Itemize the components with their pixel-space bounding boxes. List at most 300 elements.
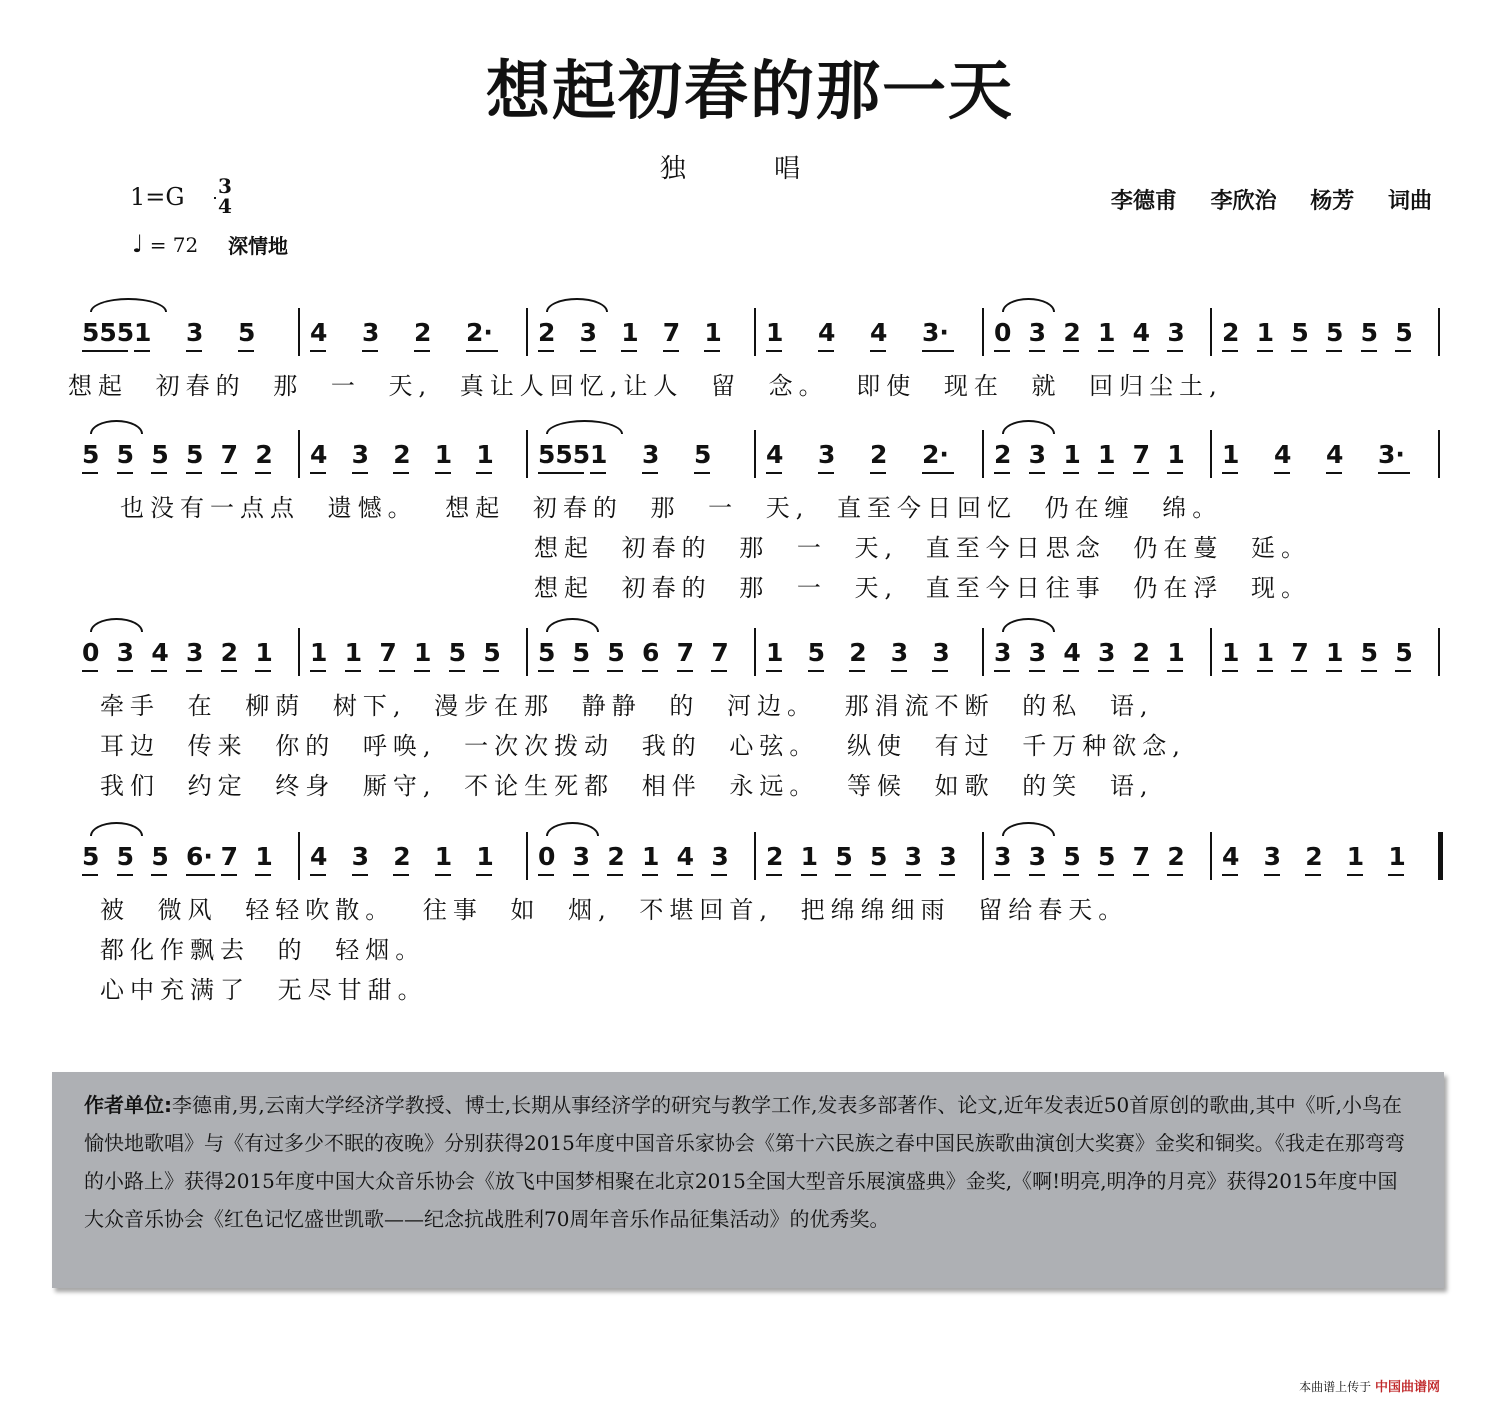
lyric-line: 我们 约定 终身 厮守, 不论生死都 相伴 永远。 等候 如歌 的笑 语, [100,772,1154,800]
note: 4 [1132,318,1151,347]
slur [546,298,608,312]
note-underline [1264,874,1280,876]
note: 5 [1395,638,1413,667]
author-bio-box [52,1072,1444,1288]
note: 3 [994,638,1012,667]
note: 5 [448,638,467,667]
note-underline [1361,350,1377,352]
note: 5 [694,440,712,469]
note: 555 [82,318,135,347]
note: 1 [1256,318,1275,347]
note-underline [362,350,378,352]
note: 5 [1098,842,1116,871]
note-underline [642,670,658,672]
slur [1002,298,1055,312]
note-underline [1029,350,1045,352]
note: 3 [351,440,369,469]
note-underline [1098,874,1114,876]
note: 5 [186,440,204,469]
note: 1 [255,842,273,871]
note: 1 [1098,318,1116,347]
note: 3 [351,842,369,871]
bio-text: 李德甫,男,云南大学经济学教授、博士,长期从事经济学的研究与教学工作,发表多部著作、论文,近年发表近50首原创的歌曲,其中《听,小鸟在愉快地歌唱》与《有过多少不眠的夜晚》分别获得2015年度中国音乐家协会《第十六民族之春中国民族歌曲演创大奖赛》金奖和铜奖。《我走在那弯弯的小路上》获得2015年度中国大众音乐协会《放飞中国梦相聚在北京2015全国大型音乐展演盛典》金奖,《啊!明亮,明净的月亮》获得2015年度中国大众音乐协会《红色记忆盛世凯歌——纪念抗战胜利70周年音乐作品征集活动》的优秀奖。 [84,1093,1405,1231]
note: 5 [1360,318,1379,347]
note-underline [1388,874,1404,876]
note-underline [607,670,623,672]
note-underline [994,350,1010,352]
note-underline [186,472,202,474]
barline [526,308,528,356]
note: 3 [932,638,950,667]
note-underline [1274,472,1290,474]
note-underline [711,874,727,876]
note: 1 [414,638,432,667]
note: 5 [870,842,888,871]
note-underline [922,350,954,352]
note-underline [580,350,596,352]
note: 2 [870,440,888,469]
note: 3 [1167,318,1185,347]
note-underline [1291,670,1307,672]
note-underline [891,670,907,672]
credit-role: 词曲 [1387,189,1432,214]
note: 4 [870,318,888,347]
lyric-line: 耳边 传来 你的 呼唤, 一次次拨动 我的 心弦。 纵使 有过 千万种欲念, [100,732,1186,760]
note: 1 [590,440,608,469]
note-underline [1347,874,1363,876]
note-underline [642,874,658,876]
note-underline [151,472,167,474]
note-underline [573,874,589,876]
barline [298,308,300,356]
note-underline [255,472,271,474]
note-underline [435,874,451,876]
lyric-line: 想起 初春的 那 一 天, 直至今日往事 仍在浮 现。 [534,574,1312,602]
note-underline [870,472,886,474]
note-underline [186,670,202,672]
note-underline [1167,350,1183,352]
note: 3 [116,638,135,667]
note-underline [117,670,133,672]
note: 0 [82,638,100,667]
note: 1 [1256,638,1275,667]
tempo-value: = 72 [149,233,199,257]
barline [982,430,984,478]
note-underline [1133,350,1149,352]
note-underline [538,472,584,474]
note: 7 [1291,638,1309,667]
note: 1 [1167,638,1185,667]
note-underline [573,670,589,672]
note: 3 [186,638,204,667]
note: 4 [1222,842,1240,871]
note: 1 [1346,842,1365,871]
note-underline [766,874,782,876]
note: 1 [476,440,494,469]
note-underline [642,472,658,474]
slur [546,420,623,434]
note-underline [1063,874,1079,876]
note: 3 [1028,440,1047,469]
barline [982,308,984,356]
author-2: 李欣治 [1210,189,1277,214]
note-underline [466,350,498,352]
note-underline [994,874,1010,876]
note-underline [117,472,133,474]
note: 7 [676,638,695,667]
note: 3 [186,318,204,347]
barline [982,628,984,676]
note-underline [1167,472,1183,474]
barline [526,832,528,880]
note-underline [345,670,361,672]
note: 1 [642,842,660,871]
note: 0 [538,842,556,871]
note-underline [1098,350,1114,352]
lyric-line: 想起 初春的 那 一 天, 直至今日思念 仍在蔓 延。 [534,534,1312,562]
note-underline [310,874,326,876]
note-underline [255,874,271,876]
note: 1 [1098,440,1116,469]
lyric-line: 牵手 在 柳荫 树下, 漫步在那 静静 的 河边。 那涓流不断 的私 语, [100,692,1154,720]
note-underline [939,874,955,876]
slur [90,420,143,434]
note-underline [711,670,727,672]
lyric-line: 心中充满了 无尽甘甜。 [100,976,428,1004]
slur [90,822,143,836]
barline [754,430,756,478]
note-underline [994,670,1010,672]
note: 1 [434,842,453,871]
note: 2 [1222,318,1240,347]
note-underline [1133,472,1149,474]
source-footer [1299,1376,1440,1395]
note: 2 [1167,842,1185,871]
note-underline [393,874,409,876]
barline [298,628,300,676]
note-underline [694,472,710,474]
note-underline [1395,350,1411,352]
note-underline [1222,670,1238,672]
note-underline [352,874,368,876]
note-underline [663,350,679,352]
barline-end [1438,832,1443,880]
note: 3 [939,842,957,871]
note: 5 [1291,318,1309,347]
note: 5 [1395,318,1413,347]
note: 6 [642,638,660,667]
note-underline [1098,670,1114,672]
note-underline [1291,350,1307,352]
note-underline [808,670,824,672]
note-underline [221,874,237,876]
note: 2 [849,638,867,667]
note: 1 [134,318,152,347]
note: 2 [1305,842,1323,871]
note-underline [818,472,834,474]
note: 4 [310,440,328,469]
note-underline [393,472,409,474]
note-underline [870,350,886,352]
note-underline [1167,670,1183,672]
time-bottom: 4 [218,194,232,218]
note: 1 [621,318,639,347]
note-underline [310,350,326,352]
barline-end [1438,308,1440,356]
lyric-line: 都化作飘去 的 轻烟。 [100,936,426,964]
note-underline [476,472,492,474]
note: 5 [607,638,625,667]
note: 1 [1063,440,1081,469]
note: 3 [994,842,1012,871]
note: 7 [220,842,239,871]
note: 1 [704,318,722,347]
note-underline [1222,874,1238,876]
barline [1210,832,1212,880]
note-underline [704,350,720,352]
note: 5 [835,842,853,871]
quarter-note-icon: ♩ [132,230,144,258]
note: 7 [379,638,397,667]
note-underline [766,670,782,672]
note-underline [238,350,254,352]
bio-label: 作者单位: [84,1093,172,1117]
note: 1 [766,638,784,667]
note-underline [835,874,851,876]
note-underline [1167,874,1183,876]
note-underline [1222,472,1238,474]
note: 4 [151,638,169,667]
note: 2 [538,318,556,347]
note-underline [766,472,782,474]
note: 1 [310,638,328,667]
note-underline [1326,350,1342,352]
note-underline [677,670,693,672]
note: 1 [766,318,784,347]
note-underline [1257,350,1273,352]
note: 0 [994,318,1012,347]
note-underline [818,350,834,352]
note: 1 [1167,440,1185,469]
barline [754,832,756,880]
note: 2 [393,842,411,871]
slur [90,298,167,312]
note: 5 [82,440,100,469]
note-underline [1063,472,1079,474]
note: 4 [766,440,784,469]
barline [298,832,300,880]
note: 5 [1326,318,1344,347]
note: 3 [818,440,836,469]
slur [546,822,599,836]
note-underline [538,350,554,352]
note-underline [801,874,817,876]
author-1: 李德甫 [1110,189,1177,214]
note: 2 [1063,318,1081,347]
note-underline [82,670,98,672]
slur [546,618,599,632]
note: 555 [538,440,591,469]
time-top: 3 [218,174,232,198]
note-underline [414,350,430,352]
note-underline [221,472,237,474]
note-underline [186,874,215,876]
note-underline [476,874,492,876]
note: 4 [1274,440,1292,469]
note: 5 [538,638,556,667]
note-underline [905,874,921,876]
note: 1 [255,638,273,667]
note: 3 [1028,842,1047,871]
note-underline [117,874,133,876]
note-underline [82,350,128,352]
barline [982,832,984,880]
note: 1 [434,440,453,469]
note-underline [994,472,1010,474]
note-underline [677,874,693,876]
expression-marking: 深情地 [228,234,288,258]
note-underline [186,350,202,352]
note-underline [151,874,167,876]
note-underline [449,670,465,672]
note-underline [483,670,499,672]
note-underline [1029,670,1045,672]
note: 5 [483,638,501,667]
note: 3 [711,842,729,871]
barline [526,430,528,478]
barline [754,628,756,676]
note: 5 [1063,842,1081,871]
note-underline [1098,472,1114,474]
note-underline [1063,350,1079,352]
note: 2· [922,440,949,469]
note-underline [82,874,98,876]
note-underline [310,670,326,672]
slur [90,618,143,632]
note: 2 [766,842,784,871]
site-logo: 中国曲谱网 [1374,1380,1440,1395]
note: 3· [1378,440,1405,469]
note: 5 [572,638,591,667]
performance-type: 独 唱 [659,154,841,184]
note: 3 [1028,318,1047,347]
note-underline [1222,350,1238,352]
note: 2 [255,440,273,469]
note: 3· [922,318,949,347]
note: 5 [1360,638,1379,667]
note: 3 [579,318,597,347]
note-underline [1305,874,1321,876]
note-underline [932,670,948,672]
note-underline [1326,472,1342,474]
note: 4 [1063,638,1081,667]
note: 2· [466,318,493,347]
lyric-line: 也没有一点点 遗憾。 想起 初春的 那 一 天, 直至今日回忆 仍在缠 绵。 [120,494,1223,522]
note-underline [621,350,637,352]
note: 2 [994,440,1012,469]
note-underline [151,670,167,672]
note: 3 [572,842,591,871]
note-underline [1395,670,1411,672]
note: 5 [807,638,825,667]
barline [1210,308,1212,356]
note: 2 [607,842,625,871]
note: 3 [1028,638,1047,667]
song-title: 想起初春的那一天 [486,54,1014,129]
note-underline [414,670,430,672]
note: 1 [1326,638,1344,667]
note: 1 [344,638,363,667]
barline [526,628,528,676]
note-underline [255,670,271,672]
slur [1002,618,1055,632]
note: 2 [393,440,411,469]
lyric-line: 被 微风 轻轻吹散。 往事 如 烟, 不堪回首, 把绵绵细雨 留给春天。 [100,896,1129,924]
note-underline [310,472,326,474]
note: 7 [1132,842,1151,871]
barline [1210,430,1212,478]
note-underline [1133,874,1149,876]
note: 5 [151,440,169,469]
lyric-line: 想起 初春的 那 一 天, 真让人回忆,让人 留 念。 即使 现在 就 回归尘土, [68,372,1223,400]
barline [754,308,756,356]
note-underline [134,350,150,352]
barline-end [1438,430,1440,478]
footer-text: 本曲谱上传于 [1299,1380,1372,1394]
note: 3 [904,842,923,871]
note-underline [1361,670,1377,672]
note-underline [1133,670,1149,672]
note-underline [590,472,606,474]
note-underline [870,874,886,876]
note: 7 [662,318,681,347]
note: 3 [1263,842,1281,871]
note-underline [538,874,554,876]
note-underline [1029,472,1045,474]
note: 7 [1132,440,1151,469]
note: 1 [1222,440,1240,469]
note-underline [1326,670,1342,672]
barline [1210,628,1212,676]
note: 6· [186,842,213,871]
note-underline [1029,874,1045,876]
note-underline [538,670,554,672]
note-underline [849,670,865,672]
note: 4 [818,318,836,347]
note-underline [352,472,368,474]
note-underline [435,472,451,474]
note: 7 [220,440,239,469]
note: 1 [800,842,819,871]
note: 4 [676,842,695,871]
note-underline [922,472,954,474]
note: 5 [116,842,135,871]
note-underline [1257,670,1273,672]
note: 2 [1132,638,1151,667]
slur [1002,420,1055,434]
note: 5 [238,318,256,347]
barline-end [1438,628,1440,676]
slur [1002,822,1055,836]
note-underline [379,670,395,672]
note: 1 [476,842,494,871]
note: 4 [1326,440,1344,469]
note: 3 [1098,638,1116,667]
note: 1 [1222,638,1240,667]
note: 3 [362,318,380,347]
note-underline [607,874,623,876]
note-underline [82,472,98,474]
